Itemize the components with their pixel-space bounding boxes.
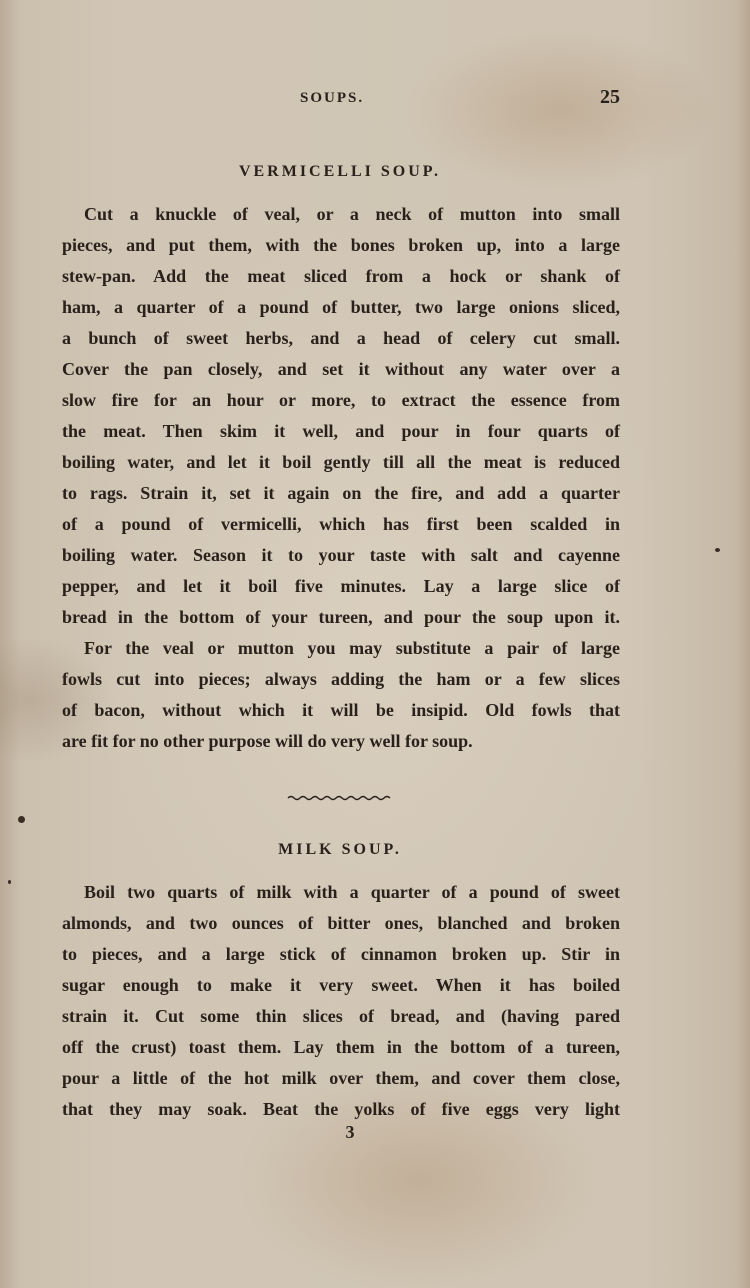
text-line: almonds, and two ounces of bitter ones, blanched and broken [62, 913, 620, 933]
paragraph-vermicelli-1 [62, 199, 620, 633]
ink-spot [8, 880, 11, 884]
ink-spot [715, 548, 720, 552]
section-title-milk-soup: MILK SOUP. [278, 841, 402, 858]
text-line: Cut a knuckle of veal, or a neck of mutton into small [84, 204, 620, 224]
text-line: the meat. Then skim it well, and pour in four quarts of [62, 421, 620, 441]
text-line: pour a little of the hot milk over them, and cover them close, [62, 1068, 620, 1088]
text-line: bread in the bottom of your tureen, and pour the soup upon it. [62, 607, 620, 627]
ornamental-rule [286, 793, 396, 803]
text-line: boiling water, and let it boil gently till all the meat is reduced [62, 452, 620, 472]
text-line: Cover the pan closely, and set it without any water over a [62, 359, 620, 379]
text-line: ham, a quarter of a pound of butter, two large onions sliced, [62, 297, 620, 317]
text-line: pieces, and put them, with the bones broken up, into a large [62, 235, 620, 255]
text-line: Boil two quarts of milk with a quarter of a pound of sweet [84, 882, 620, 902]
signature-mark: 3 [345, 1122, 355, 1142]
text-line: of a pound of vermicelli, which has first been scalded in [62, 514, 620, 534]
paragraph-milk-1 [62, 877, 620, 1125]
ink-spot [18, 816, 25, 823]
paragraph-vermicelli-2 [62, 633, 620, 757]
running-head-title: SOUPS. [300, 90, 365, 106]
text-line: to rags. Strain it, set it again on the fire, and add a quarter [62, 483, 620, 503]
text-line: off the crust) toast them. Lay them in the bottom of a tureen, [62, 1037, 620, 1057]
running-head [60, 88, 620, 114]
text-line: strain it. Cut some thin slices of bread, and (having pared [62, 1006, 620, 1026]
section-title-vermicelli-soup: VERMICELLI SOUP. [238, 163, 442, 180]
text-line: boiling water. Season it to your taste with salt and cayenne [62, 545, 620, 565]
text-line: that they may soak. Beat the yolks of five eggs very light [62, 1099, 620, 1119]
text-line: stew-pan. Add the meat sliced from a hock or shank of [62, 266, 620, 286]
text-line: slow fire for an hour or more, to extract the essence from [62, 390, 620, 410]
text-line: sugar enough to make it very sweet. When it has boiled [62, 975, 620, 995]
page-number: 25 [600, 86, 620, 108]
text-line: to pieces, and a large stick of cinnamon broken up. Stir in [62, 944, 620, 964]
text-line: pepper, and let it boil five minutes. Lay a large slice of [62, 576, 620, 596]
text-line: fowls cut into pieces; always adding the ham or a few slices [62, 669, 620, 689]
text-line: a bunch of sweet herbs, and a head of celery cut small. [62, 328, 620, 348]
text-line: are fit for no other purpose will do very well for soup. [62, 731, 473, 751]
text-line: of bacon, without which it will be insipid. Old fowls that [62, 700, 620, 720]
text-line: For the veal or mutton you may substitute a pair of large [84, 638, 620, 658]
